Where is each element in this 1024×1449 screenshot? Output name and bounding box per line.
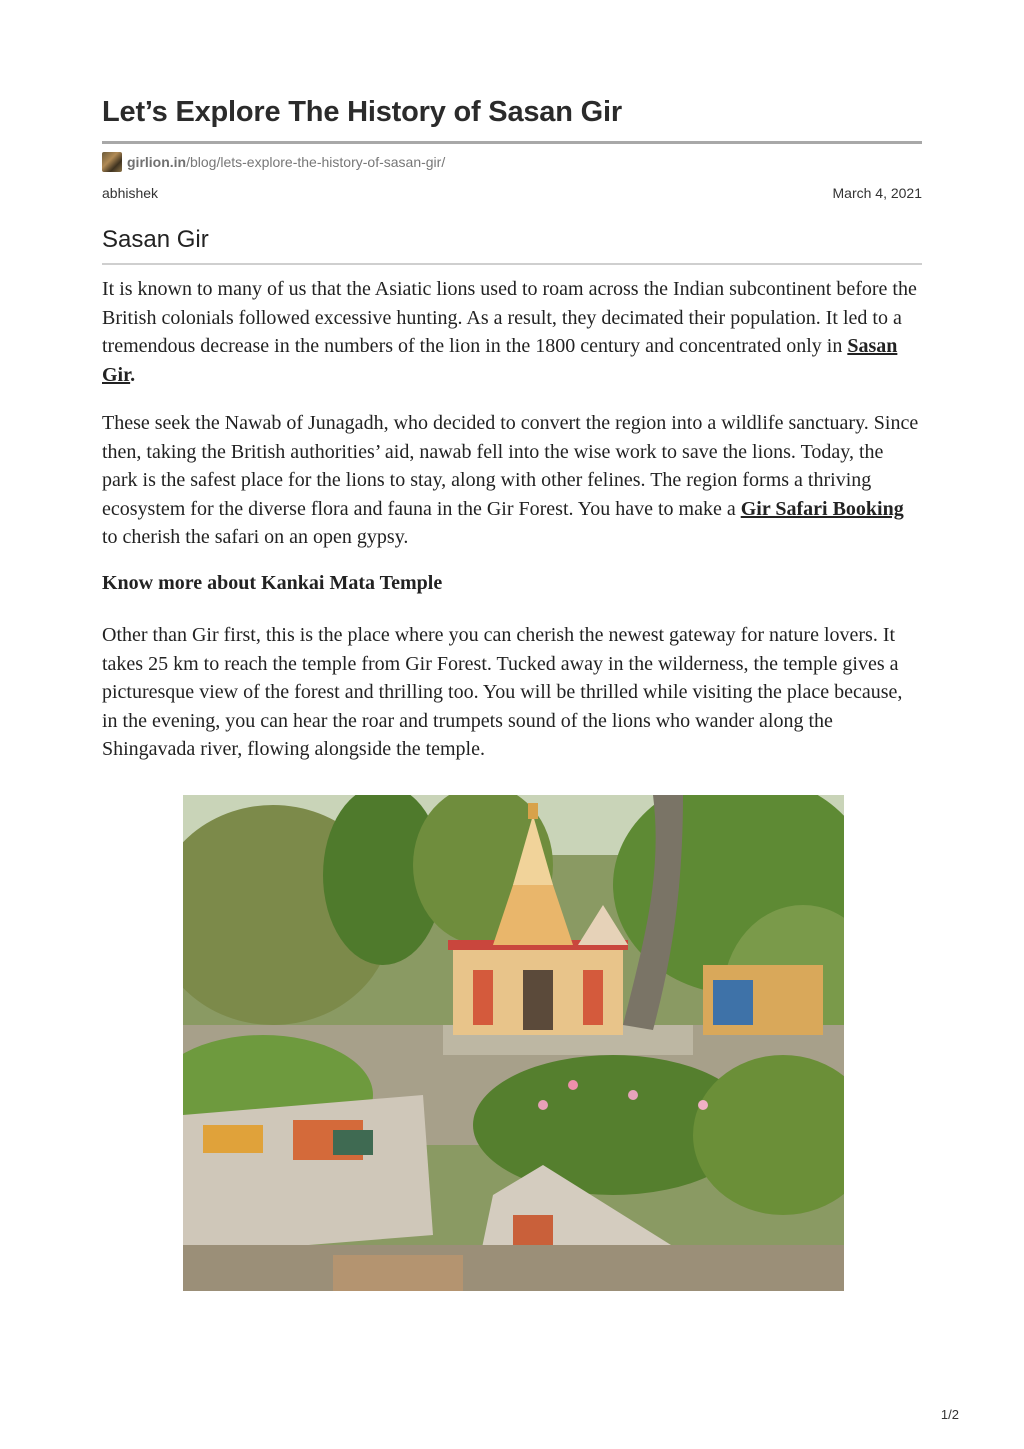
page-number: 1/2 bbox=[940, 1407, 959, 1422]
temple-photo bbox=[183, 795, 844, 1291]
author-name: abhishek bbox=[102, 185, 159, 201]
gir-safari-booking-link[interactable]: Gir Safari Booking bbox=[740, 497, 904, 520]
paragraph-intro: It is known to many of us that the Asiatic lions used to roam across the Indian subcontinent before the British colonials followed excessive hunting. As a result, they decimated their population. It led to a tremendous decrease in the numbers of the lion in the 1800 century and concentrated only in Sasan Gir. bbox=[102, 278, 917, 386]
source-url[interactable] bbox=[102, 151, 445, 173]
publish-date: March 4, 2021 bbox=[832, 185, 922, 201]
title-divider bbox=[102, 141, 922, 144]
paragraph-nawab: These seek the Nawab of Junagadh, who decided to convert the region into a wildlife sanctuary. Since then, taking the British authorities’ aid, nawab fell into the wise work to save the lions. Today, the park is the safest place for the lions to stay, along with other felines. The region forms a thriving ecosystem for the diverse flora and fauna in the Gir Forest. You have to make a Gir Safari Booking to cherish the safari on an open gypsy. bbox=[102, 412, 919, 548]
site-favicon-icon bbox=[102, 152, 122, 172]
source-path: /blog/lets-explore-the-history-of-sasan-gir/ bbox=[186, 154, 446, 170]
section-divider bbox=[102, 263, 922, 265]
source-domain: girlion.in bbox=[127, 154, 187, 170]
section-heading: Sasan Gir bbox=[102, 226, 209, 253]
page-title: Let’s Explore The History of Sasan Gir bbox=[102, 96, 622, 128]
article-meta bbox=[102, 185, 922, 201]
sasan-gir-link[interactable]: Sasan Gir bbox=[102, 335, 898, 386]
temple-subheading: Know more about Kankai Mata Temple bbox=[102, 572, 443, 594]
paragraph-temple: Other than Gir first, this is the place where you can cherish the newest gateway for nature lovers. It takes 25 km to reach the temple from Gir Forest. Tucked away in the wilderness, the temple gives a picturesque view of the forest and thrilling too. You will be thrilled while visiting the place because, in the evening, you can hear the roar and trumpets sound of the lions who wander along the Shingavada river, flowing alongside the temple. bbox=[102, 624, 903, 760]
